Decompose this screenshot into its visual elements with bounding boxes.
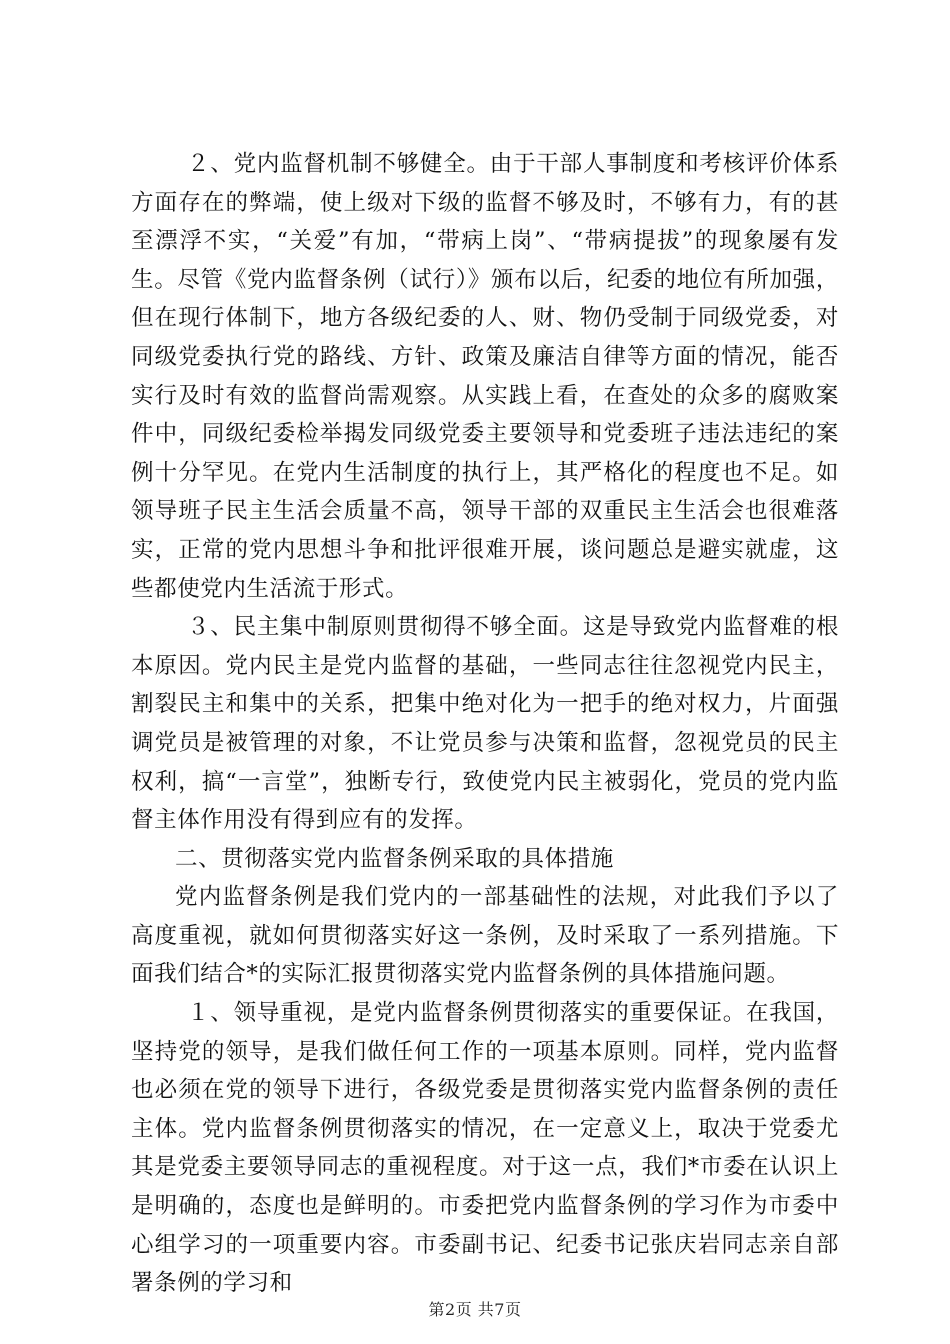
paragraph-measure-1: １、领导重视，是党内监督条例贯彻落实的重要保证。在我国，坚持党的领导，是我们做任何工作的一项基本原则。同样，党内监督也必须在党的领导下进行，各级党委是贯彻落实党内监督条例的责任主体。党内监督条例贯彻落实的情况，在一定意义上，取决于党委尤其是党委主要领导同志的重视程度。对于这一点，我们*市委在认识上是明确的，态度也是鲜明的。市委把党内监督条例的学习作为市委中心组学习的一项重要内容。市委副书记、纪委书记张庆岩同志亲自部署条例的学习和 xyxy=(131,1000,839,1297)
document-body xyxy=(131,145,839,1303)
paragraph-point-3: ３、民主集中制原则贯彻得不够全面。这是导致党内监督难的根本原因。党内民主是党内监督的基础，一些同志往往忽视党内民主，割裂民主和集中的关系，把集中绝对化为一把手的绝对权力，片面强调党员是被管理的对象，不让党员参与决策和监督，忽视党员的民主权利，搞“一言堂”，独断专行，致使党内民主被弱化，党员的党内监督主体作用没有得到应有的发挥。 xyxy=(131,614,839,834)
section-heading: 二、贯彻落实党内监督条例采取的具体措施 xyxy=(175,845,614,872)
page-footer: 第2页 共7页 xyxy=(428,1300,522,1319)
paragraph-intro: 党内监督条例是我们党内的一部基础性的法规，对此我们予以了高度重视，就如何贯彻落实好这一条例，及时采取了一系列措施。下面我们结合*的实际汇报贯彻落实党内监督条例的具体措施问题。 xyxy=(131,884,839,988)
paragraph-point-2: ２、党内监督机制不够健全。由于干部人事制度和考核评价体系方面存在的弊端，使上级对下级的监督不够及时，不够有力，有的甚至漂浮不实，“关爱”有加，“带病上岗”、“带病提拔”的现象屡有发生。尽管《党内监督条例（试行）》颁布以后，纪委的地位有所加强，但在现行体制下，地方各级纪委的人、财、物仍受制于同级党委，对同级党委执行党的路线、方针、政策及廉洁自律等方面的情况，能否实行及时有效的监督尚需观察。从实践上看，在查处的众多的腐败案件中，同级纪委检举揭发同级党委主要领导和党委班子违法违纪的案例十分罕见。在党内生活制度的执行上，其严格化的程度也不足。如领导班子民主生活会质量不高，领导干部的双重民主生活会也很难落实，正常的党内思想斗争和批评很难开展，谈问题总是避实就虚，这些都使党内生活流于形式。 xyxy=(131,151,839,602)
